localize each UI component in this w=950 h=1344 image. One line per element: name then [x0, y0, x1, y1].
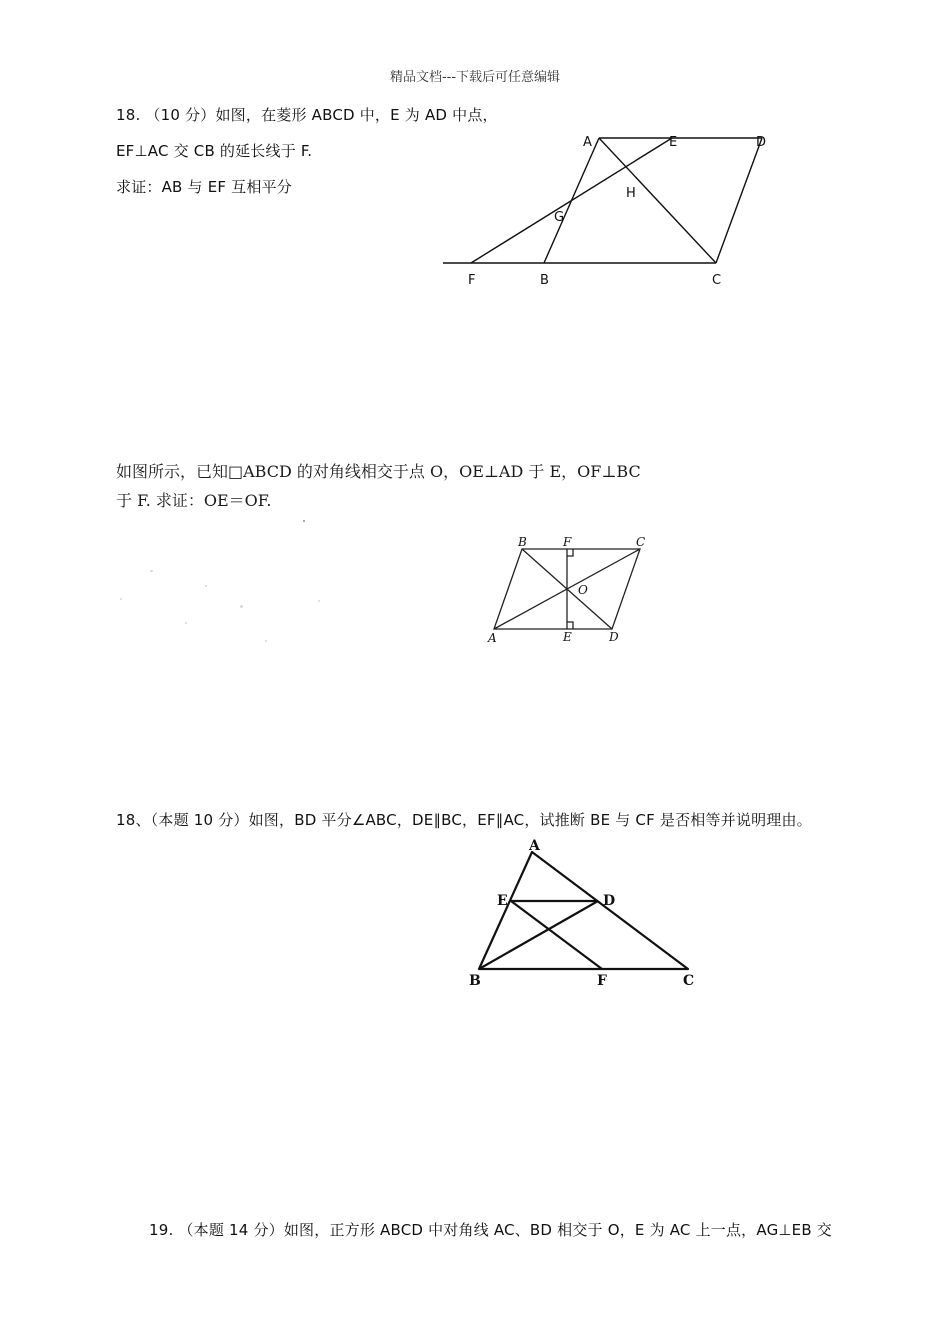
q1-label-g: G: [554, 210, 565, 225]
q1-label-h: H: [626, 186, 636, 201]
q2-label-d: D: [609, 630, 619, 644]
q1-line-2: EF⊥AC 交 CB 的延长线于 F.: [116, 142, 313, 160]
q3-label-c: C: [683, 973, 695, 989]
q3-line-bd: [479, 901, 598, 969]
q2-line-2: 于 F. 求证：OE＝OF.: [116, 491, 272, 510]
q4-line-1: 19. （本题 14 分）如图，正方形 ABCD 中对角线 AC、BD 相交于 O，E 为 AC 上一点，AG⊥EB 交: [149, 1221, 832, 1239]
q1-label-b: B: [540, 273, 549, 288]
q1-line-1: 18. （10 分）如图，在菱形 ABCD 中，E 为 AD 中点，: [116, 106, 498, 124]
q2-label-b: B: [518, 535, 527, 549]
q2-label-f: F: [563, 535, 572, 549]
q3-line-ef: [511, 901, 602, 969]
q3-label-f: F: [597, 973, 607, 989]
q1-line-3: 求证：AB 与 EF 互相平分: [116, 178, 292, 196]
q2-label-e: E: [563, 630, 572, 644]
q3-label-e: E: [497, 893, 508, 909]
q3-label-d: D: [603, 893, 616, 909]
q3-line-1: 18、（本题 10 分）如图，BD 平分∠ABC，DE∥BC，EF∥AC，试推断 BE 与 CF 是否相等并说明理由。: [116, 811, 812, 829]
q1-label-d: D: [756, 135, 767, 150]
q1-label-e: E: [669, 135, 678, 150]
q2-label-o: O: [578, 583, 588, 597]
q3-label-a: A: [529, 838, 540, 854]
q3-label-b: B: [469, 973, 481, 989]
q1-label-a: A: [583, 135, 592, 150]
q1-label-c: C: [712, 273, 722, 288]
q2-line-1: 如图所示，已知□ABCD 的对角线相交于点 O，OE⊥AD 于 E，OF⊥BC: [116, 462, 641, 481]
q2-label-c: C: [636, 535, 646, 549]
page-header: 精品文档---下载后可任意编辑: [389, 70, 561, 85]
q1-label-f: F: [468, 273, 476, 288]
q2-label-a: A: [488, 631, 497, 645]
